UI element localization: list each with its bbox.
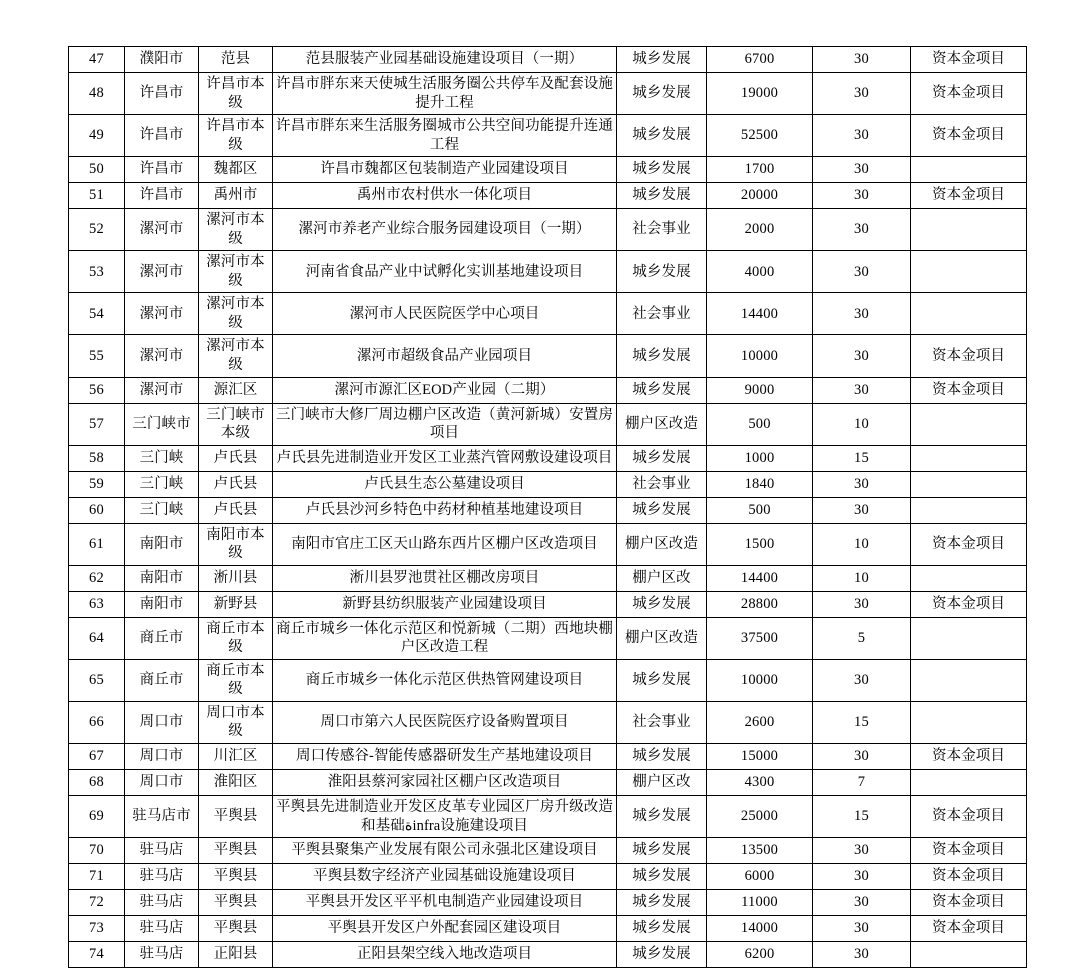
cell-investment: 500 [707, 497, 813, 523]
cell-city: 商丘市 [125, 617, 199, 659]
table-row [69, 73, 1027, 115]
cell-county: 新野县 [199, 591, 273, 617]
cell-field: 棚户区改造 [617, 617, 707, 659]
cell-years: 30 [813, 497, 911, 523]
cell-years: 15 [813, 701, 911, 743]
cell-note [911, 251, 1027, 293]
cell-years: 30 [813, 864, 911, 890]
table-row [69, 591, 1027, 617]
cell-note: 资本金项目 [911, 796, 1027, 838]
cell-investment: 14400 [707, 293, 813, 335]
cell-sequence: 65 [69, 659, 125, 701]
cell-note: 资本金项目 [911, 864, 1027, 890]
cell-county: 卢氏县 [199, 471, 273, 497]
cell-county: 卢氏县 [199, 497, 273, 523]
cell-investment: 4000 [707, 251, 813, 293]
cell-investment: 20000 [707, 183, 813, 209]
cell-investment: 52500 [707, 115, 813, 157]
cell-county: 魏都区 [199, 157, 273, 183]
cell-project-name: 卢氏县先进制造业开发区工业蒸汽管网敷设建设项目 [273, 445, 617, 471]
cell-note: 资本金项目 [911, 335, 1027, 377]
cell-city: 周口市 [125, 770, 199, 796]
cell-project-name: 漯河市养老产业综合服务园建设项目（一期） [273, 209, 617, 251]
cell-county: 许昌市本级 [199, 73, 273, 115]
cell-sequence: 67 [69, 744, 125, 770]
cell-note [911, 403, 1027, 445]
cell-field: 社会事业 [617, 701, 707, 743]
cell-years: 30 [813, 157, 911, 183]
cell-years: 30 [813, 659, 911, 701]
table-row [69, 403, 1027, 445]
cell-city: 周口市 [125, 701, 199, 743]
cell-city: 驻马店 [125, 890, 199, 916]
cell-investment: 15000 [707, 744, 813, 770]
cell-note: 资本金项目 [911, 47, 1027, 73]
cell-project-name: 平舆县开发区户外配套园区建设项目 [273, 916, 617, 942]
cell-city: 许昌市 [125, 73, 199, 115]
cell-investment: 1700 [707, 157, 813, 183]
cell-investment: 14000 [707, 916, 813, 942]
cell-project-name: 新野县纺织服装产业园建设项目 [273, 591, 617, 617]
cell-county: 南阳市本级 [199, 523, 273, 565]
cell-sequence: 61 [69, 523, 125, 565]
cell-note [911, 471, 1027, 497]
cell-sequence: 48 [69, 73, 125, 115]
cell-field: 城乡发展 [617, 335, 707, 377]
cell-city: 三门峡 [125, 445, 199, 471]
cell-investment: 9000 [707, 377, 813, 403]
cell-investment: 10000 [707, 335, 813, 377]
cell-sequence: 72 [69, 890, 125, 916]
cell-note: 资本金项目 [911, 115, 1027, 157]
cell-city: 濮阳市 [125, 47, 199, 73]
cell-county: 漯河市本级 [199, 209, 273, 251]
cell-note [911, 293, 1027, 335]
cell-sequence: 52 [69, 209, 125, 251]
cell-sequence: 62 [69, 565, 125, 591]
cell-years: 30 [813, 744, 911, 770]
cell-years: 30 [813, 293, 911, 335]
cell-years: 30 [813, 251, 911, 293]
cell-county: 源汇区 [199, 377, 273, 403]
cell-sequence: 51 [69, 183, 125, 209]
cell-years: 30 [813, 183, 911, 209]
cell-county: 周口市本级 [199, 701, 273, 743]
cell-field: 社会事业 [617, 209, 707, 251]
cell-sequence: 58 [69, 445, 125, 471]
cell-years: 30 [813, 916, 911, 942]
cell-city: 周口市 [125, 744, 199, 770]
cell-county: 商丘市本级 [199, 617, 273, 659]
table-row [69, 942, 1027, 968]
table-row [69, 157, 1027, 183]
cell-sequence: 63 [69, 591, 125, 617]
table-row [69, 471, 1027, 497]
cell-note [911, 497, 1027, 523]
project-list-table [68, 46, 1027, 968]
cell-field: 城乡发展 [617, 73, 707, 115]
cell-city: 驻马店 [125, 838, 199, 864]
cell-city: 三门峡 [125, 497, 199, 523]
cell-project-name: 周口市第六人民医院医疗设备购置项目 [273, 701, 617, 743]
cell-city: 漯河市 [125, 293, 199, 335]
cell-county: 淅川县 [199, 565, 273, 591]
cell-city: 南阳市 [125, 591, 199, 617]
cell-sequence: 54 [69, 293, 125, 335]
cell-city: 漯河市 [125, 209, 199, 251]
cell-field: 社会事业 [617, 293, 707, 335]
cell-years: 7 [813, 770, 911, 796]
table-row [69, 209, 1027, 251]
table-row [69, 377, 1027, 403]
cell-field: 城乡发展 [617, 115, 707, 157]
cell-project-name: 卢氏县沙河乡特色中药材种植基地建设项目 [273, 497, 617, 523]
cell-project-name: 许昌市魏都区包装制造产业园建设项目 [273, 157, 617, 183]
cell-field: 城乡发展 [617, 744, 707, 770]
cell-field: 棚户区改 [617, 770, 707, 796]
table-row [69, 565, 1027, 591]
cell-field: 社会事业 [617, 471, 707, 497]
table-row [69, 770, 1027, 796]
cell-years: 10 [813, 523, 911, 565]
cell-project-name: 商丘市城乡一体化示范区供热管网建设项目 [273, 659, 617, 701]
cell-field: 城乡发展 [617, 838, 707, 864]
table-row [69, 183, 1027, 209]
cell-project-name: 河南省食品产业中试孵化实训基地建设项目 [273, 251, 617, 293]
cell-county: 正阳县 [199, 942, 273, 968]
cell-years: 30 [813, 47, 911, 73]
cell-years: 10 [813, 565, 911, 591]
table-row [69, 523, 1027, 565]
cell-project-name: 正阳县架空线入地改造项目 [273, 942, 617, 968]
cell-field: 城乡发展 [617, 796, 707, 838]
cell-city: 漯河市 [125, 335, 199, 377]
table-row [69, 916, 1027, 942]
cell-years: 30 [813, 73, 911, 115]
cell-project-name: 淅川县罗池贯社区棚改房项目 [273, 565, 617, 591]
cell-sequence: 57 [69, 403, 125, 445]
cell-note: 资本金项目 [911, 523, 1027, 565]
cell-note: 资本金项目 [911, 73, 1027, 115]
cell-sequence: 55 [69, 335, 125, 377]
table-row [69, 115, 1027, 157]
cell-field: 城乡发展 [617, 497, 707, 523]
cell-years: 30 [813, 838, 911, 864]
cell-investment: 6200 [707, 942, 813, 968]
cell-project-name: 许昌市胖东来生活服务圈城市公共空间功能提升连通工程 [273, 115, 617, 157]
cell-city: 驻马店市 [125, 796, 199, 838]
cell-county: 平舆县 [199, 796, 273, 838]
cell-field: 城乡发展 [617, 916, 707, 942]
cell-years: 30 [813, 209, 911, 251]
table-row [69, 497, 1027, 523]
cell-note: 资本金项目 [911, 591, 1027, 617]
cell-years: 15 [813, 796, 911, 838]
table-row [69, 701, 1027, 743]
cell-field: 城乡发展 [617, 864, 707, 890]
cell-county: 平舆县 [199, 838, 273, 864]
cell-investment: 28800 [707, 591, 813, 617]
cell-city: 许昌市 [125, 115, 199, 157]
table-row [69, 796, 1027, 838]
cell-years: 30 [813, 115, 911, 157]
cell-note [911, 942, 1027, 968]
cell-project-name: 平舆县聚集产业发展有限公司永强北区建设项目 [273, 838, 617, 864]
table-row [69, 659, 1027, 701]
cell-city: 驻马店 [125, 916, 199, 942]
cell-sequence: 73 [69, 916, 125, 942]
table-row [69, 293, 1027, 335]
cell-county: 平舆县 [199, 916, 273, 942]
cell-investment: 25000 [707, 796, 813, 838]
cell-project-name: 禹州市农村供水一体化项目 [273, 183, 617, 209]
cell-city: 许昌市 [125, 157, 199, 183]
cell-years: 30 [813, 471, 911, 497]
cell-county: 漯河市本级 [199, 335, 273, 377]
cell-note [911, 659, 1027, 701]
cell-field: 城乡发展 [617, 591, 707, 617]
cell-years: 30 [813, 942, 911, 968]
cell-years: 30 [813, 890, 911, 916]
cell-sequence: 60 [69, 497, 125, 523]
cell-sequence: 70 [69, 838, 125, 864]
cell-county: 平舆县 [199, 864, 273, 890]
cell-years: 30 [813, 377, 911, 403]
cell-note [911, 770, 1027, 796]
cell-sequence: 49 [69, 115, 125, 157]
cell-field: 棚户区改造 [617, 523, 707, 565]
cell-county: 范县 [199, 47, 273, 73]
cell-investment: 2600 [707, 701, 813, 743]
cell-note: 资本金项目 [911, 744, 1027, 770]
cell-sequence: 69 [69, 796, 125, 838]
cell-note: 资本金项目 [911, 183, 1027, 209]
cell-years: 5 [813, 617, 911, 659]
cell-city: 三门峡市 [125, 403, 199, 445]
cell-years: 15 [813, 445, 911, 471]
cell-field: 棚户区改造 [617, 403, 707, 445]
cell-county: 川汇区 [199, 744, 273, 770]
cell-project-name: 漯河市超级食品产业园项目 [273, 335, 617, 377]
cell-note [911, 617, 1027, 659]
cell-sequence: 68 [69, 770, 125, 796]
cell-county: 卢氏县 [199, 445, 273, 471]
cell-note [911, 445, 1027, 471]
cell-project-name: 漯河市人民医院医学中心项目 [273, 293, 617, 335]
cell-project-name: 周口传感谷-智能传感器研发生产基地建设项目 [273, 744, 617, 770]
cell-project-name: 卢氏县生态公墓建设项目 [273, 471, 617, 497]
cell-county: 漯河市本级 [199, 251, 273, 293]
cell-note: 资本金项目 [911, 838, 1027, 864]
cell-field: 城乡发展 [617, 659, 707, 701]
cell-investment: 11000 [707, 890, 813, 916]
cell-county: 商丘市本级 [199, 659, 273, 701]
cell-investment: 19000 [707, 73, 813, 115]
cell-city: 商丘市 [125, 659, 199, 701]
cell-project-name: 三门峡市大修厂周边棚户区改造（黄河新城）安置房项目 [273, 403, 617, 445]
cell-project-name: 平舆县数字经济产业园基础设施建设项目 [273, 864, 617, 890]
cell-project-name: 平舆县开发区平平机电制造产业园建设项目 [273, 890, 617, 916]
cell-sequence: 59 [69, 471, 125, 497]
cell-note: 资本金项目 [911, 890, 1027, 916]
cell-city: 南阳市 [125, 523, 199, 565]
table-body [69, 47, 1027, 968]
cell-investment: 1000 [707, 445, 813, 471]
cell-project-name: 南阳市官庄工区天山路东西片区棚户区改造项目 [273, 523, 617, 565]
cell-city: 驻马店 [125, 864, 199, 890]
cell-project-name: 商丘市城乡一体化示范区和悦新城（二期）西地块棚户区改造工程 [273, 617, 617, 659]
cell-project-name: 淮阳县蔡河家园社区棚户区改造项目 [273, 770, 617, 796]
cell-city: 许昌市 [125, 183, 199, 209]
cell-investment: 13500 [707, 838, 813, 864]
cell-investment: 2000 [707, 209, 813, 251]
cell-sequence: 47 [69, 47, 125, 73]
table-row [69, 744, 1027, 770]
cell-county: 淮阳区 [199, 770, 273, 796]
cell-field: 城乡发展 [617, 445, 707, 471]
table-row [69, 617, 1027, 659]
cell-sequence: 56 [69, 377, 125, 403]
cell-sequence: 50 [69, 157, 125, 183]
table-row [69, 445, 1027, 471]
cell-years: 30 [813, 335, 911, 377]
cell-city: 三门峡 [125, 471, 199, 497]
cell-field: 棚户区改 [617, 565, 707, 591]
cell-field: 城乡发展 [617, 183, 707, 209]
cell-city: 漯河市 [125, 377, 199, 403]
cell-project-name: 许昌市胖东来天使城生活服务圈公共停车及配套设施提升工程 [273, 73, 617, 115]
cell-note: 资本金项目 [911, 916, 1027, 942]
cell-sequence: 53 [69, 251, 125, 293]
cell-city: 驻马店 [125, 942, 199, 968]
cell-investment: 10000 [707, 659, 813, 701]
cell-field: 城乡发展 [617, 942, 707, 968]
project-list-table-wrapper [68, 46, 1026, 968]
table-row [69, 251, 1027, 293]
cell-investment: 37500 [707, 617, 813, 659]
cell-county: 许昌市本级 [199, 115, 273, 157]
cell-sequence: 71 [69, 864, 125, 890]
cell-years: 30 [813, 591, 911, 617]
cell-sequence: 64 [69, 617, 125, 659]
cell-field: 城乡发展 [617, 377, 707, 403]
cell-investment: 4300 [707, 770, 813, 796]
cell-investment: 1500 [707, 523, 813, 565]
cell-field: 城乡发展 [617, 251, 707, 293]
cell-field: 城乡发展 [617, 157, 707, 183]
cell-county: 漯河市本级 [199, 293, 273, 335]
cell-investment: 500 [707, 403, 813, 445]
cell-sequence: 66 [69, 701, 125, 743]
cell-investment: 1840 [707, 471, 813, 497]
cell-note [911, 209, 1027, 251]
cell-investment: 14400 [707, 565, 813, 591]
cell-field: 城乡发展 [617, 890, 707, 916]
cell-county: 三门峡市本级 [199, 403, 273, 445]
table-row [69, 864, 1027, 890]
cell-city: 漯河市 [125, 251, 199, 293]
cell-investment: 6700 [707, 47, 813, 73]
cell-project-name: 平舆县先进制造业开发区皮革专业园区厂房升级改造和基础ةinfra设施建设项目 [273, 796, 617, 838]
cell-field: 城乡发展 [617, 47, 707, 73]
cell-sequence: 74 [69, 942, 125, 968]
cell-county: 禹州市 [199, 183, 273, 209]
cell-investment: 6000 [707, 864, 813, 890]
cell-note [911, 157, 1027, 183]
cell-note [911, 565, 1027, 591]
cell-note: 资本金项目 [911, 377, 1027, 403]
table-row [69, 335, 1027, 377]
cell-note [911, 701, 1027, 743]
table-row [69, 838, 1027, 864]
table-row [69, 47, 1027, 73]
cell-years: 10 [813, 403, 911, 445]
cell-project-name: 漯河市源汇区EOD产业园（二期） [273, 377, 617, 403]
cell-county: 平舆县 [199, 890, 273, 916]
cell-city: 南阳市 [125, 565, 199, 591]
cell-project-name: 范县服装产业园基础设施建设项目（一期） [273, 47, 617, 73]
